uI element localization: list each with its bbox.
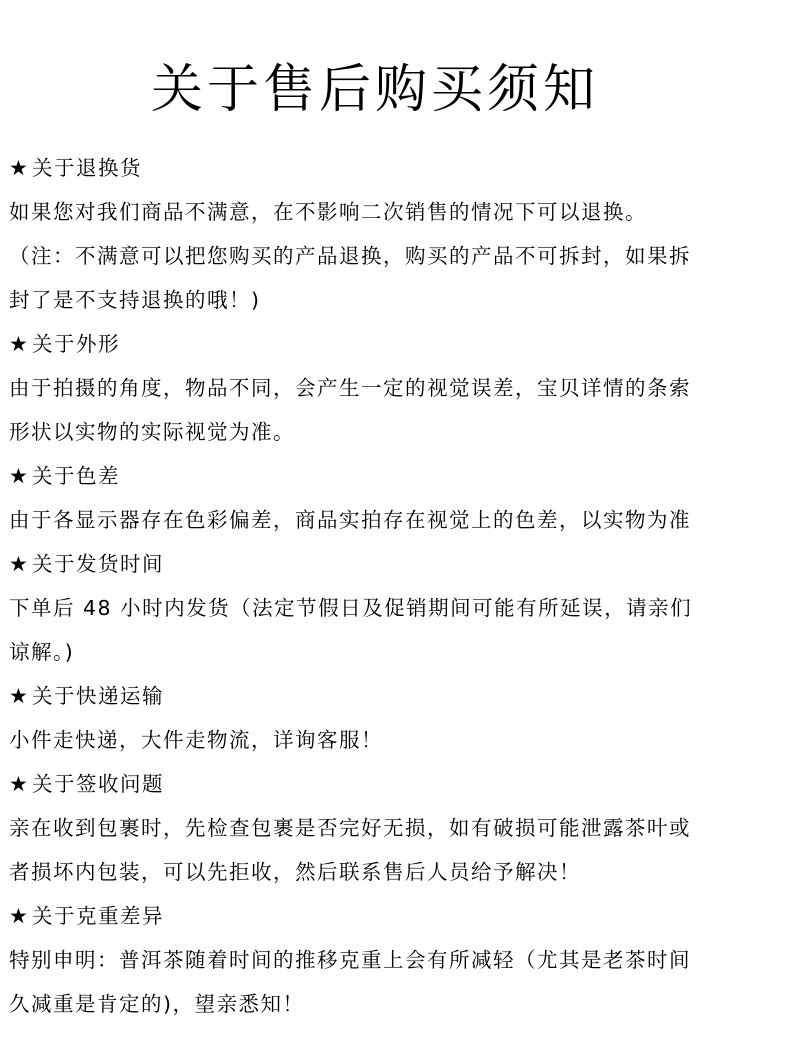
section-heading-text: 关于外形 — [32, 332, 120, 356]
star-icon: ★ — [9, 772, 28, 796]
section-body-line: 亲在收到包裹时，先检查包裹是否完好无损，如有破损可能泄露茶叶或 — [9, 816, 691, 840]
section-heading-text: 关于色差 — [32, 464, 120, 488]
section-heading — [9, 894, 781, 938]
star-icon: ★ — [9, 904, 28, 928]
section-heading-text: 关于快递运输 — [32, 684, 164, 708]
notice-content — [9, 146, 781, 1026]
star-icon: ★ — [9, 464, 28, 488]
star-icon: ★ — [9, 156, 28, 180]
section-body-line: 久减重是肯定的)，望亲悉知！ — [9, 992, 305, 1016]
section-heading-text: 关于克重差异 — [32, 904, 164, 928]
section-heading-text: 关于签收问题 — [32, 772, 164, 796]
section-body-line: 者损坏内包装，可以先拒收，然后联系售后人员给予解决！ — [9, 860, 581, 884]
section-heading-text: 关于退换货 — [32, 156, 142, 180]
star-icon: ★ — [9, 552, 28, 576]
section-heading — [9, 674, 781, 718]
star-icon: ★ — [9, 332, 28, 356]
star-icon: ★ — [9, 684, 28, 708]
section-body-line: （注：不满意可以把您购买的产品退换，购买的产品不可拆封，如果拆 — [9, 244, 691, 268]
section-body-line: 谅解。) — [9, 640, 75, 664]
section-body-line: 由于各显示器存在色彩偏差，商品实拍存在视觉上的色差，以实物为准 — [9, 508, 691, 532]
section-body-line: 下单后 48 小时内发货（法定节假日及促销期间可能有所延误，请亲们 — [9, 596, 693, 620]
section-heading — [9, 762, 781, 806]
section-body-line: 如果您对我们商品不满意，在不影响二次销售的情况下可以退换。 — [9, 200, 647, 224]
section-heading — [9, 146, 781, 190]
section-heading-text: 关于发货时间 — [32, 552, 164, 576]
section-heading — [9, 322, 781, 366]
section-heading — [9, 454, 781, 498]
section-body-line: 小件走快递，大件走物流，详询客服！ — [9, 728, 383, 752]
section-body-line: 封了是不支持退换的哦！) — [9, 288, 261, 312]
page-title: 关于售后购买须知 — [150, 60, 599, 120]
section-heading — [9, 542, 781, 586]
section-body-line: 由于拍摄的角度，物品不同，会产生一定的视觉误差，宝贝详情的条索 — [9, 376, 691, 400]
section-body-line: 特别申明：普洱茶随着时间的推移克重上会有所减轻（尤其是老茶时间 — [9, 948, 691, 972]
section-body-line: 形状以实物的实际视觉为准。 — [9, 420, 295, 444]
